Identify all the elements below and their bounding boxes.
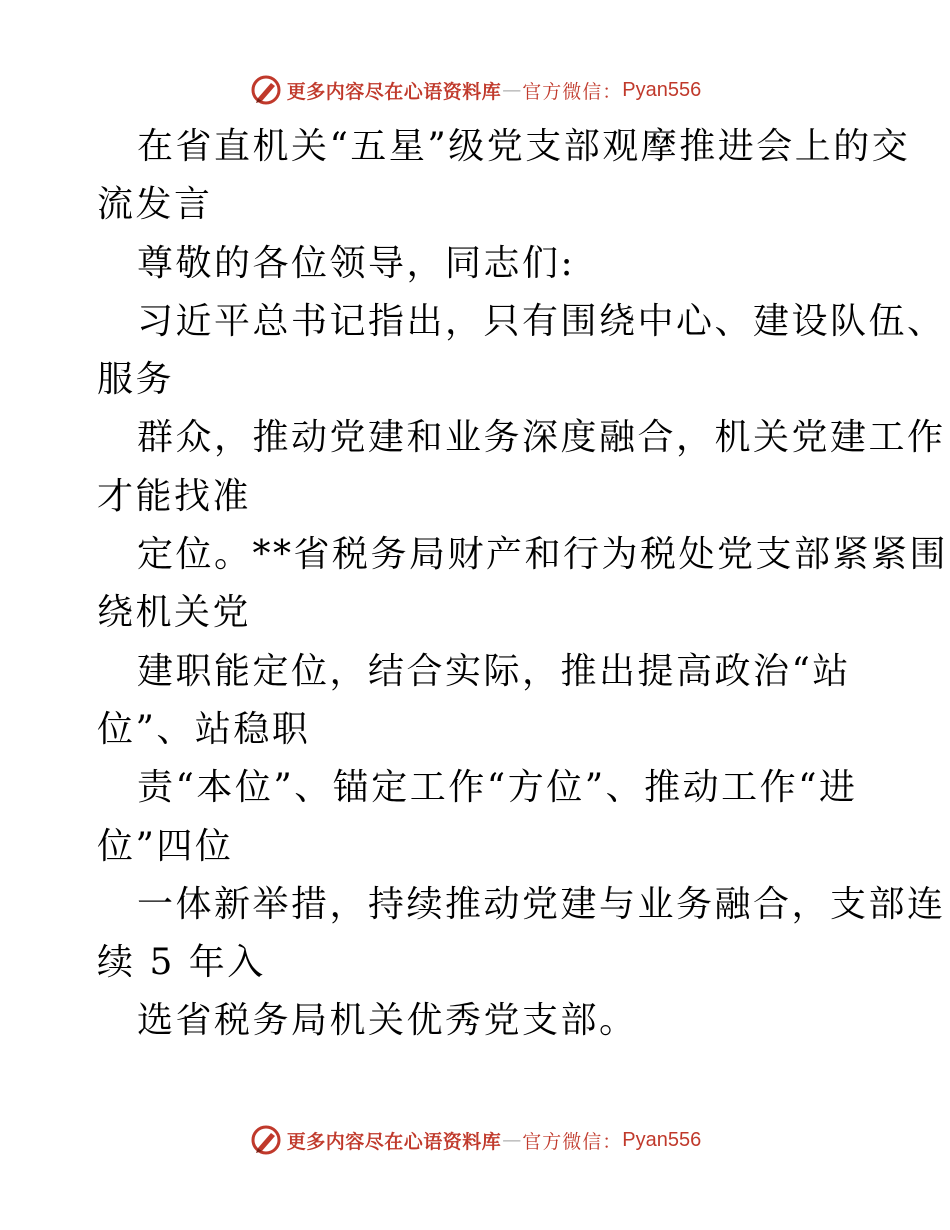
salutation-line: 尊敬的各位领导，同志们: xyxy=(137,242,576,284)
body-line: 建职能定位，结合实际，推出提高政治“站 xyxy=(137,650,851,692)
footer-wechat-id: Pyan556 xyxy=(622,1128,702,1151)
document-body xyxy=(97,118,949,1051)
body-line: 绕机关党 xyxy=(97,592,252,634)
footer-wechat-label: 官方微信： xyxy=(522,1130,623,1153)
body-line: 服务 xyxy=(97,359,175,401)
body-line: 群众，推动党建和业务深度融合，机关党建工作 xyxy=(137,417,946,459)
body-line: 才能找准 xyxy=(97,475,252,517)
header-dash: — xyxy=(502,79,522,101)
footer-dash: — xyxy=(502,1129,522,1151)
body-line: 位”、站稳职 xyxy=(97,708,311,750)
header-brand-text: 更多内容尽在心语资料库 xyxy=(286,80,502,103)
body-line: 选省税务局机关优秀党支部。 xyxy=(137,1000,638,1042)
pen-logo-icon xyxy=(249,1123,283,1157)
title-line-2: 流发言 xyxy=(97,184,213,226)
body-line: 位”四位 xyxy=(97,825,234,867)
body-line: 一体新举措，持续推动党建与业务融合，支部连 xyxy=(137,883,946,925)
title-line-1: 在省直机关“五星”级党支部观摩推进会上的交 xyxy=(137,126,911,167)
pen-logo-icon xyxy=(249,73,283,107)
body-line: 责“本位”、锚定工作“方位”、推动工作“进 xyxy=(137,767,858,809)
header-watermark-banner xyxy=(0,70,950,110)
body-line: 定位。**省税务局财产和行为税处党支部紧紧围 xyxy=(137,534,949,576)
footer-watermark-banner xyxy=(0,1120,950,1160)
header-wechat-id: Pyan556 xyxy=(622,78,702,101)
body-line: 习近平总书记指出，只有围绕中心、建设队伍、 xyxy=(137,300,946,342)
body-line: 续 5 年入 xyxy=(97,942,266,984)
footer-brand-text: 更多内容尽在心语资料库 xyxy=(286,1130,502,1153)
header-wechat-label: 官方微信： xyxy=(522,80,623,103)
